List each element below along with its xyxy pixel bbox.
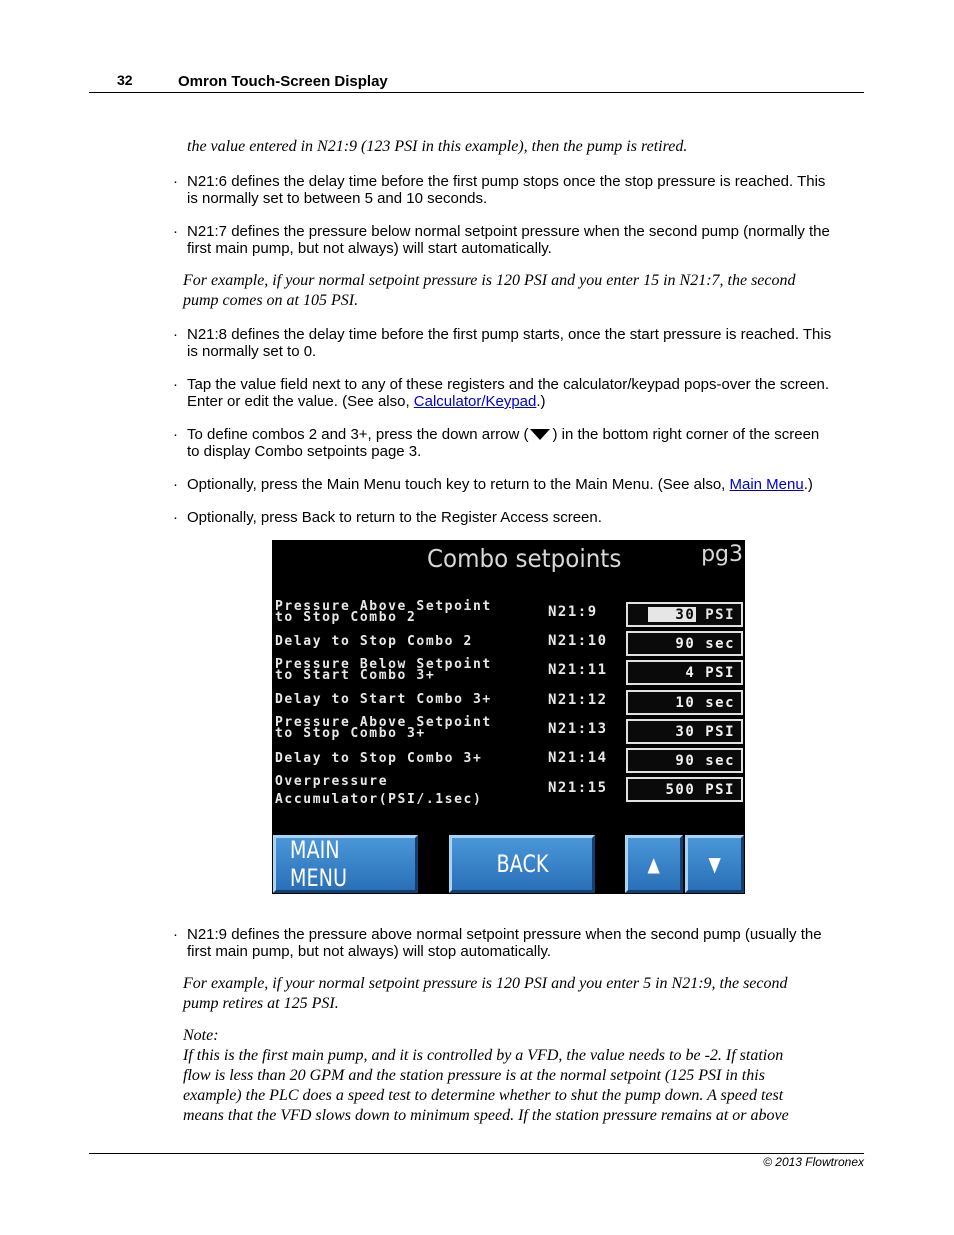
- bullet-marker: ·: [173, 326, 178, 343]
- note-label: Note:: [183, 1027, 219, 1044]
- bullet-marker: ·: [173, 476, 178, 493]
- header-rule: [89, 92, 864, 93]
- hmi-row-label: Delay to Start Combo 3+: [275, 692, 492, 707]
- back-button[interactable]: BACK: [449, 835, 595, 893]
- down-arrow-icon: [530, 429, 550, 440]
- bullet-n21-8: · N21:8 defines the delay time before the first pump starts, once the start pressure is reached. This is normally set to 0.: [173, 326, 832, 360]
- hmi-title: Combo setpoints: [427, 544, 622, 573]
- hmi-value-field[interactable]: [626, 602, 743, 627]
- hmi-value-text: 4 PSI: [685, 665, 735, 681]
- bullet-main-menu: · Optionally, press the Main Menu touch key to return to the Main Menu. (See also, Main Menu.): [173, 476, 813, 493]
- hmi-value-text: 30 PSI: [675, 607, 735, 623]
- hmi-value-field[interactable]: [626, 777, 743, 802]
- hmi-screenshot: [272, 540, 745, 894]
- hmi-value-field[interactable]: [626, 631, 743, 656]
- hmi-page-indicator: pg3: [701, 542, 743, 567]
- footer-rule: [89, 1153, 864, 1154]
- hmi-value-text: 30 PSI: [675, 724, 735, 740]
- bullet-n21-6: · N21:6 defines the delay time before the first pump stops once the stop pressure is reached. This is normally set to between 5 and 10 seconds.: [173, 173, 826, 207]
- hmi-row-label: Overpressure Accumulator(PSI/.1sec): [275, 774, 483, 807]
- hmi-value-text: 90 sec: [675, 753, 735, 769]
- hmi-row-label: Delay to Stop Combo 2: [275, 634, 473, 649]
- hmi-value-field[interactable]: [626, 748, 743, 773]
- hmi-value-field[interactable]: [626, 690, 743, 715]
- bullet-marker: ·: [173, 926, 178, 943]
- hmi-value-text: 10 sec: [675, 695, 735, 711]
- page-header-title: Omron Touch-Screen Display: [178, 73, 388, 90]
- bullet-marker: ·: [173, 173, 178, 190]
- bullet-marker: ·: [173, 426, 178, 443]
- hmi-row-register: N21:10: [548, 633, 608, 649]
- up-arrow-button[interactable]: [625, 835, 683, 893]
- bullet-marker: ·: [173, 376, 178, 393]
- bullet-down-arrow: · To define combos 2 and 3+, press the down arrow ( ) in the bottom right corner of the screen to display Combo setpoints page 3.: [173, 426, 820, 460]
- down-arrow-button[interactable]: [685, 835, 744, 893]
- example-paragraph-1: For example, if your normal setpoint pressure is 120 PSI and you enter 15 in N21:7, the second pump comes on at 105 PSI.: [183, 272, 796, 309]
- hmi-row-label: Delay to Stop Combo 3+: [275, 751, 483, 766]
- bullet-n21-9: · N21:9 defines the pressure above normal setpoint pressure when the second pump (usually the first main pump, but not always) will stop automatically.: [173, 926, 822, 960]
- bullet-tap-value: · Tap the value field next to any of these registers and the calculator/keypad pops-over the screen. Enter or edit the value. (See also, Calculator/Keypad.): [173, 376, 830, 410]
- hmi-value-field[interactable]: [626, 660, 743, 685]
- down-arrow-icon: ▼: [708, 852, 721, 876]
- bullet-back: · Optionally, press Back to return to the Register Access screen.: [173, 509, 602, 526]
- example-paragraph-2: For example, if your normal setpoint pressure is 120 PSI and you enter 5 in N21:9, the second pump retires at 125 PSI.: [183, 975, 788, 1012]
- bullet-n21-7: · N21:7 defines the pressure below normal setpoint pressure when the second pump (normally the first main pump, but not always) will start automatically.: [173, 223, 830, 257]
- hmi-row-label: Pressure Above Setpoint to Stop Combo 3+: [275, 715, 492, 741]
- footer-copyright: © 2013 Flowtronex: [763, 1155, 864, 1169]
- bullet-marker: ·: [173, 223, 178, 240]
- hmi-value-text: 90 sec: [675, 636, 735, 652]
- hmi-row-register: N21:14: [548, 750, 608, 766]
- hmi-row-label: Pressure Below Setpoint to Start Combo 3+: [275, 657, 492, 683]
- main-menu-link[interactable]: Main Menu: [729, 476, 804, 493]
- note-paragraph: Note: If this is the first main pump, and it is controlled by a VFD, the value needs to be -2. If station flow is less than 20 GPM and the station pressure is at the normal setpoint (125 PSI in this example) the PLC does a speed test to determine whether to shut the pump down. A speed test means that the VFD slows down to minimum speed. If the station pressure remains at or above: [183, 1027, 789, 1124]
- page-number: 32: [117, 72, 133, 88]
- hmi-row-register: N21:11: [548, 662, 608, 678]
- hmi-value-text: 500 PSI: [665, 782, 735, 798]
- hmi-value-field[interactable]: [626, 719, 743, 744]
- bullet-marker: ·: [173, 509, 178, 526]
- hmi-row-register: N21:12: [548, 692, 608, 708]
- up-arrow-icon: ▲: [647, 852, 661, 876]
- calculator-keypad-link[interactable]: Calculator/Keypad: [413, 393, 537, 410]
- main-menu-button[interactable]: MAIN MENU: [273, 835, 418, 893]
- hmi-row-register: N21:13: [548, 721, 608, 737]
- hmi-row-register: N21:9: [548, 604, 598, 620]
- continuation-paragraph: the value entered in N21:9 (123 PSI in this example), then the pump is retired.: [187, 138, 688, 155]
- hmi-row-label: Pressure Above Setpoint to Stop Combo 2: [275, 599, 492, 625]
- hmi-row-register: N21:15: [548, 780, 608, 796]
